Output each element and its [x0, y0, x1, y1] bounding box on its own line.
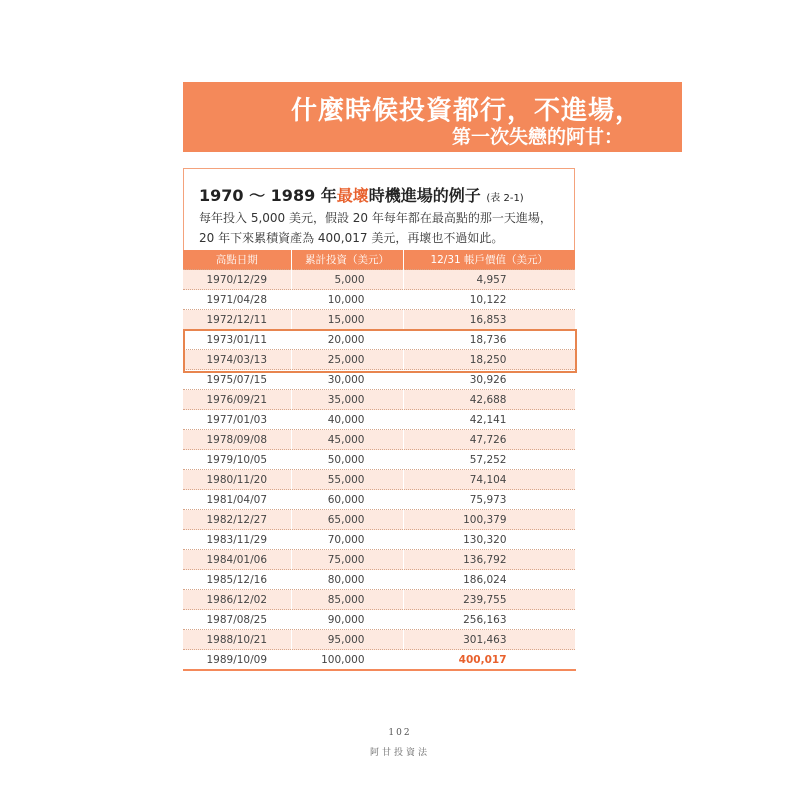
table-row [183, 570, 575, 590]
table-title-suffix: 時機進場的例子 [368, 186, 481, 205]
cell-date: 1981/04/07 [183, 490, 291, 510]
table-row [183, 470, 575, 490]
cell-date: 1986/12/02 [183, 590, 291, 610]
cell-invested: 75,000 [291, 550, 403, 570]
table-description: 每年投入 5,000 美元，假設 20 年每年都在最高點的那一天進場，20 年下來累積資產為 400,017 美元，再壞也不過如此。 [199, 211, 552, 245]
table-title-prefix: 1970 ～ 1989 年 [199, 186, 337, 205]
cell-invested: 85,000 [291, 590, 403, 610]
cell-invested: 35,000 [291, 390, 403, 410]
cell-value: 47,726 [403, 430, 575, 450]
cell-value: 10,122 [403, 290, 575, 310]
cell-invested: 65,000 [291, 510, 403, 530]
table-row [183, 610, 575, 630]
chapter-title-banner [183, 82, 682, 152]
cell-value: 186,024 [403, 570, 575, 590]
cell-value: 42,688 [403, 390, 575, 410]
cell-invested: 95,000 [291, 630, 403, 650]
cell-invested: 70,000 [291, 530, 403, 550]
cell-date: 1973/01/11 [183, 330, 291, 350]
table-row [183, 270, 575, 290]
column-header-value: 12/31 帳戶價值（美元） [403, 250, 575, 270]
column-header-date: 高點日期 [183, 250, 291, 270]
cell-value: 18,250 [403, 350, 575, 370]
table-row [183, 350, 575, 370]
cell-value: 136,792 [403, 550, 575, 570]
table-row [183, 550, 575, 570]
table-row [183, 530, 575, 550]
cell-value: 57,252 [403, 450, 575, 470]
cell-invested: 30,000 [291, 370, 403, 390]
chapter-title-line1: 什麼時候投資都行，不進場， [290, 96, 642, 126]
table-row [183, 370, 575, 390]
table-row [183, 410, 575, 430]
cell-invested: 5,000 [291, 270, 403, 290]
table-row [183, 430, 575, 450]
cell-invested: 40,000 [291, 410, 403, 430]
table-header-box [183, 168, 575, 251]
page-number: 102 [388, 728, 412, 738]
table-row [183, 290, 575, 310]
cell-value: 75,973 [403, 490, 575, 510]
table-row [183, 330, 575, 350]
cell-date: 1978/09/08 [183, 430, 291, 450]
cell-value: 42,141 [403, 410, 575, 430]
column-header-invested: 累計投資（美元） [291, 250, 403, 270]
cell-invested: 45,000 [291, 430, 403, 450]
chapter-title-line2: 第一次失戀的阿甘： [451, 126, 623, 148]
cell-invested: 15,000 [291, 310, 403, 330]
table-title-highlight: 最壞 [336, 186, 369, 205]
cell-date: 1970/12/29 [183, 270, 291, 290]
cell-invested: 90,000 [291, 610, 403, 630]
cell-date: 1974/03/13 [183, 350, 291, 370]
cell-invested: 60,000 [291, 490, 403, 510]
cell-date: 1977/01/03 [183, 410, 291, 430]
cell-value: 301,463 [403, 630, 575, 650]
cell-date: 1982/12/27 [183, 510, 291, 530]
table-row [183, 590, 575, 610]
cell-invested: 10,000 [291, 290, 403, 310]
cell-value: 74,104 [403, 470, 575, 490]
table-row [183, 510, 575, 530]
book-title: 阿甘投資法 [369, 748, 430, 758]
table-row [183, 490, 575, 510]
cell-invested: 55,000 [291, 470, 403, 490]
table-row [183, 450, 575, 470]
cell-value: 30,926 [403, 370, 575, 390]
table-row [183, 630, 575, 650]
table-row [183, 310, 575, 330]
cell-value: 100,379 [403, 510, 575, 530]
cell-date: 1984/01/06 [183, 550, 291, 570]
cell-date: 1972/12/11 [183, 310, 291, 330]
investment-table [183, 250, 576, 671]
cell-date: 1975/07/15 [183, 370, 291, 390]
table-title [199, 183, 524, 206]
table-header-row [183, 250, 575, 270]
table-row [183, 390, 575, 410]
cell-value: 16,853 [403, 310, 575, 330]
cell-invested: 50,000 [291, 450, 403, 470]
table-row [183, 650, 575, 671]
cell-value: 4,957 [403, 270, 575, 290]
cell-date: 1988/10/21 [183, 630, 291, 650]
cell-date: 1985/12/16 [183, 570, 291, 590]
cell-date: 1989/10/09 [183, 650, 291, 671]
cell-value: 400,017 [403, 650, 575, 671]
cell-invested: 100,000 [291, 650, 403, 671]
cell-invested: 25,000 [291, 350, 403, 370]
cell-invested: 80,000 [291, 570, 403, 590]
cell-date: 1971/04/28 [183, 290, 291, 310]
cell-value: 18,736 [403, 330, 575, 350]
cell-value: 130,320 [403, 530, 575, 550]
cell-date: 1987/08/25 [183, 610, 291, 630]
cell-date: 1983/11/29 [183, 530, 291, 550]
cell-date: 1979/10/05 [183, 450, 291, 470]
cell-date: 1976/09/21 [183, 390, 291, 410]
cell-date: 1980/11/20 [183, 470, 291, 490]
table-reference: (表 2-1) [486, 193, 524, 204]
cell-value: 256,163 [403, 610, 575, 630]
cell-value: 239,755 [403, 590, 575, 610]
cell-invested: 20,000 [291, 330, 403, 350]
